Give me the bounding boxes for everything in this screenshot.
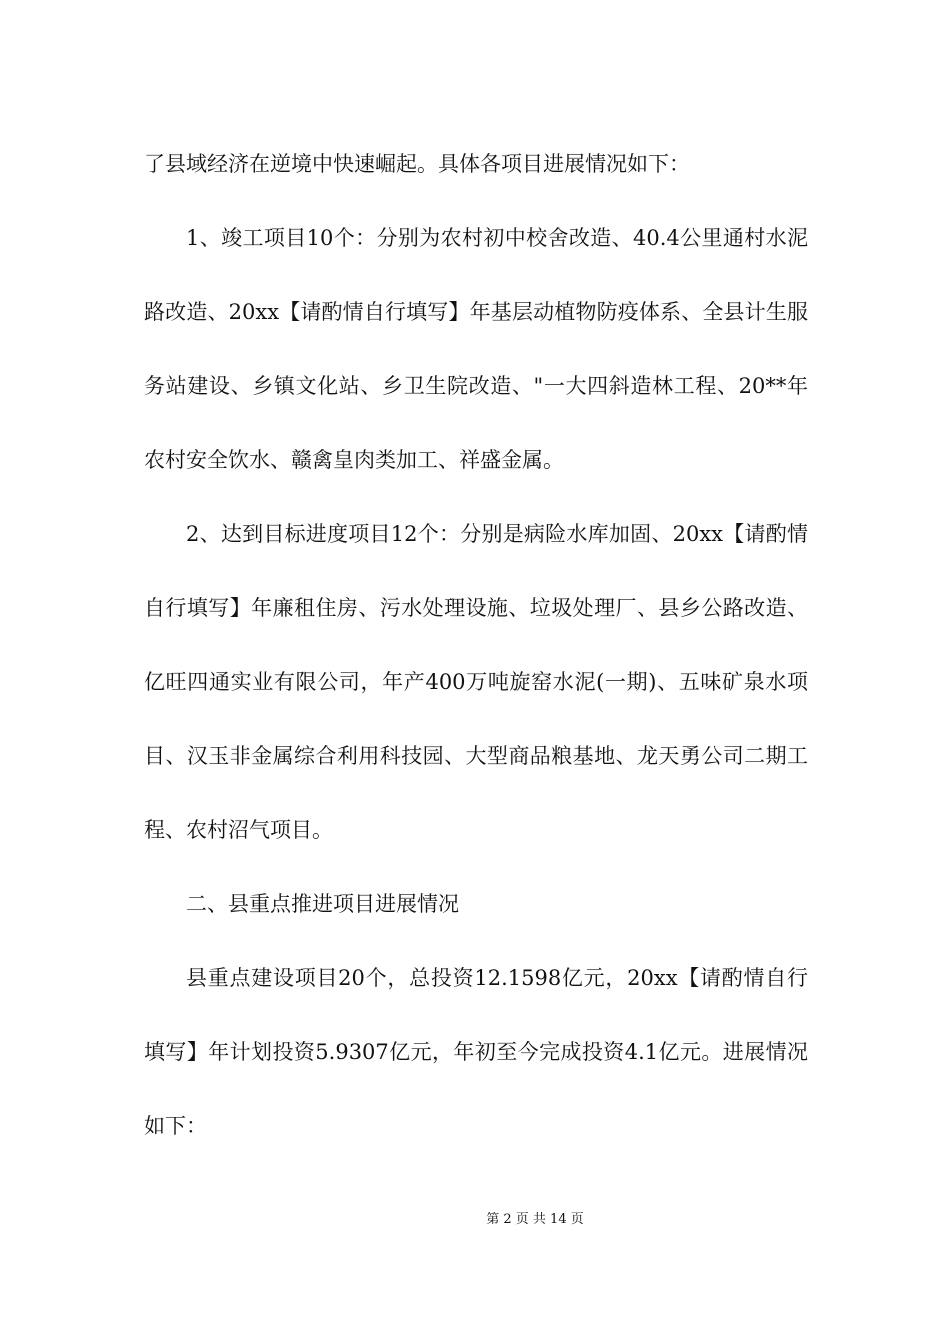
paragraph-3: 2、达到目标进度项目12个：分别是病险水库加固、20xx【请酌情自行填写】年廉租住房、污水处理设施、垃圾处理厂、县乡公路改造、亿旺四通实业有限公司，年产400万吨旋窑水泥(一期)、五味矿泉水项目、汉玉非金属综合利用科技园、大型商品粮基地、龙天勇公司二期工程、农村沼气项目。 [144, 522, 808, 842]
document-body [144, 127, 808, 1163]
paragraph-2: 1、竣工项目10个：分别为农村初中校舍改造、40.4公里通村水泥路改造、20xx【请酌情自行填写】年基层动植物防疫体系、全县计生服务站建设、乡镇文化站、乡卫生院改造、"一大四斜造林工程、20**年农村安全饮水、赣禽皇肉类加工、祥盛金属。 [144, 226, 808, 472]
paragraph-1: 了县域经济在逆境中快速崛起。具体各项目进展情况如下： [144, 152, 690, 176]
section-heading: 二、县重点推进项目进展情况 [186, 892, 459, 916]
paragraph-4: 县重点建设项目20个，总投资12.1598亿元，20xx【请酌情自行填写】年计划投资5.9307亿元，年初至今完成投资4.1亿元。进展情况如下： [144, 966, 808, 1138]
page-number-footer: 第 2 页 共 14 页 [486, 1212, 584, 1227]
